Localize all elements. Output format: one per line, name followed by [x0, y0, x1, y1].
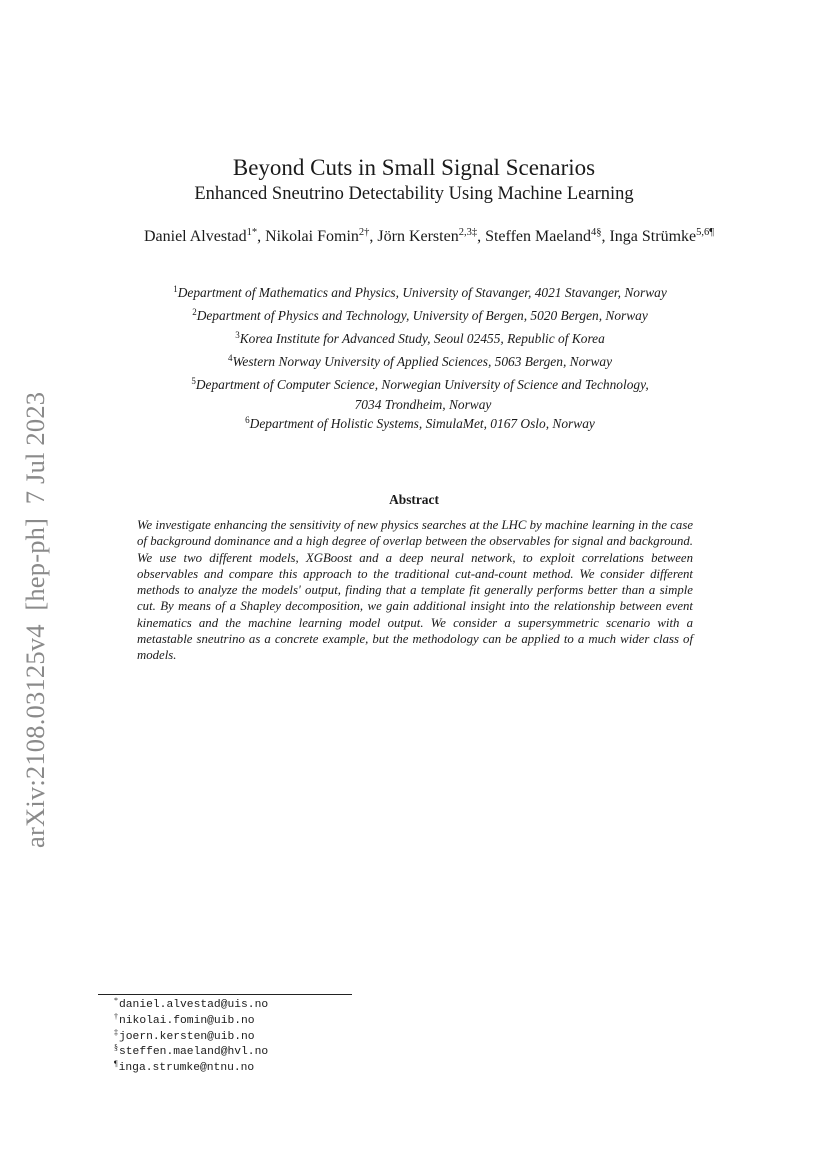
- affiliation: [0, 414, 828, 434]
- affiliation-text: Western Norway University of Applied Sciences, 5063 Bergen, Norway: [232, 354, 613, 369]
- footnote-rule: [98, 994, 352, 995]
- footnote-email: [114, 1061, 268, 1077]
- author-name: Daniel Alvestad: [143, 228, 247, 245]
- affiliation-number: 6: [245, 415, 250, 425]
- author-separator: ,: [369, 228, 378, 245]
- paper-subtitle: Enhanced Sneutrino Detectability Using Machine Learning: [194, 184, 634, 204]
- author-name: Jörn Kersten: [377, 228, 459, 245]
- author-separator: ,: [257, 228, 266, 245]
- author: [609, 228, 714, 245]
- arxiv-identifier-stamp: arXiv:2108.03125v4 [hep-ph] 7 Jul 2023: [20, 391, 50, 848]
- author-marks: 4§: [590, 227, 602, 238]
- author-separator: ,: [477, 228, 486, 245]
- affiliation: [0, 329, 828, 349]
- footnote-email: [114, 1045, 268, 1061]
- affiliation-number: 5: [191, 376, 196, 386]
- author: [485, 228, 609, 245]
- footnote-email: [114, 998, 268, 1014]
- affiliation: [0, 306, 828, 326]
- footnote-mark: ¶: [114, 1059, 118, 1069]
- abstract-text: We investigate enhancing the sensitivity of new physics searches at the LHC by machine learning in the case of background dominance and a high degree of overlap between the observables for signal and background. We use two different models, XGBoost and a deep neural network, to exploit correlations between observables and compare this approach to the traditional cut-and-count method. We consider different methods to analyze the models' output, finding that a template fit generally performs better than a simple cut. By means of a Shapley decomposition, we gain additional insight into the relationship between event kinematics and the machine learning model output. We consider a supersymmetric scenario with a metastable sneutrino as a concrete example, but the methodology can be applied to a much wider class of models.: [137, 518, 693, 663]
- affiliation-continuation: 7034 Trondheim, Norway: [354, 397, 492, 412]
- abstract-heading: Abstract: [389, 492, 439, 507]
- footnote-mark: *: [114, 996, 118, 1005]
- author-name: Steffen Maeland: [485, 228, 591, 245]
- affiliation: [0, 283, 828, 303]
- footnote-mark: ‡: [114, 1027, 118, 1037]
- affiliation-number: 2: [192, 307, 197, 317]
- footnote-mark: †: [114, 1011, 118, 1021]
- footnote-email: [114, 1027, 268, 1046]
- author-name: Nikolai Fomin: [265, 228, 359, 245]
- author-list: [0, 227, 828, 247]
- email-address: nikolai.fomin@uib.no: [119, 1014, 255, 1027]
- footnote-email: [114, 1011, 268, 1030]
- email-address: inga.strumke@ntnu.no: [118, 1062, 255, 1075]
- author-marks: 2,3‡: [458, 227, 478, 238]
- affiliation-number: 3: [235, 330, 240, 340]
- author-name: Inga Strümke: [609, 228, 697, 245]
- email-address: joern.kersten@uib.no: [119, 1030, 255, 1043]
- affiliation-text: Department of Computer Science, Norwegian University of Science and Technology,: [195, 377, 649, 392]
- footnotes: [114, 998, 268, 1077]
- paper-title: Beyond Cuts in Small Signal Scenarios: [232, 155, 596, 180]
- email-address: steffen.maeland@hvl.no: [119, 1046, 269, 1059]
- author-marks: 2†: [358, 227, 370, 238]
- author: [377, 228, 485, 245]
- affiliation-text: Department of Mathematics and Physics, University of Stavanger, 4021 Stavanger, Norway: [177, 285, 667, 300]
- author-separator: ,: [601, 228, 610, 245]
- author: [265, 228, 377, 245]
- affiliation-number: 1: [173, 284, 178, 294]
- affiliation-text: Korea Institute for Advanced Study, Seoul 02455, Republic of Korea: [239, 331, 605, 346]
- email-address: daniel.alvestad@uis.no: [119, 999, 269, 1011]
- author: [144, 228, 265, 245]
- affiliation: [0, 352, 828, 372]
- affiliation: [0, 375, 828, 395]
- footnote-mark: §: [114, 1043, 118, 1053]
- author-marks: 1*: [246, 227, 258, 238]
- affiliation-text: Department of Holistic Systems, SimulaMet, 0167 Oslo, Norway: [249, 416, 595, 431]
- affiliation-number: 4: [227, 353, 233, 363]
- affiliation-text: Department of Physics and Technology, University of Bergen, 5020 Bergen, Norway: [196, 308, 648, 323]
- author-marks: 5,6¶: [696, 227, 715, 238]
